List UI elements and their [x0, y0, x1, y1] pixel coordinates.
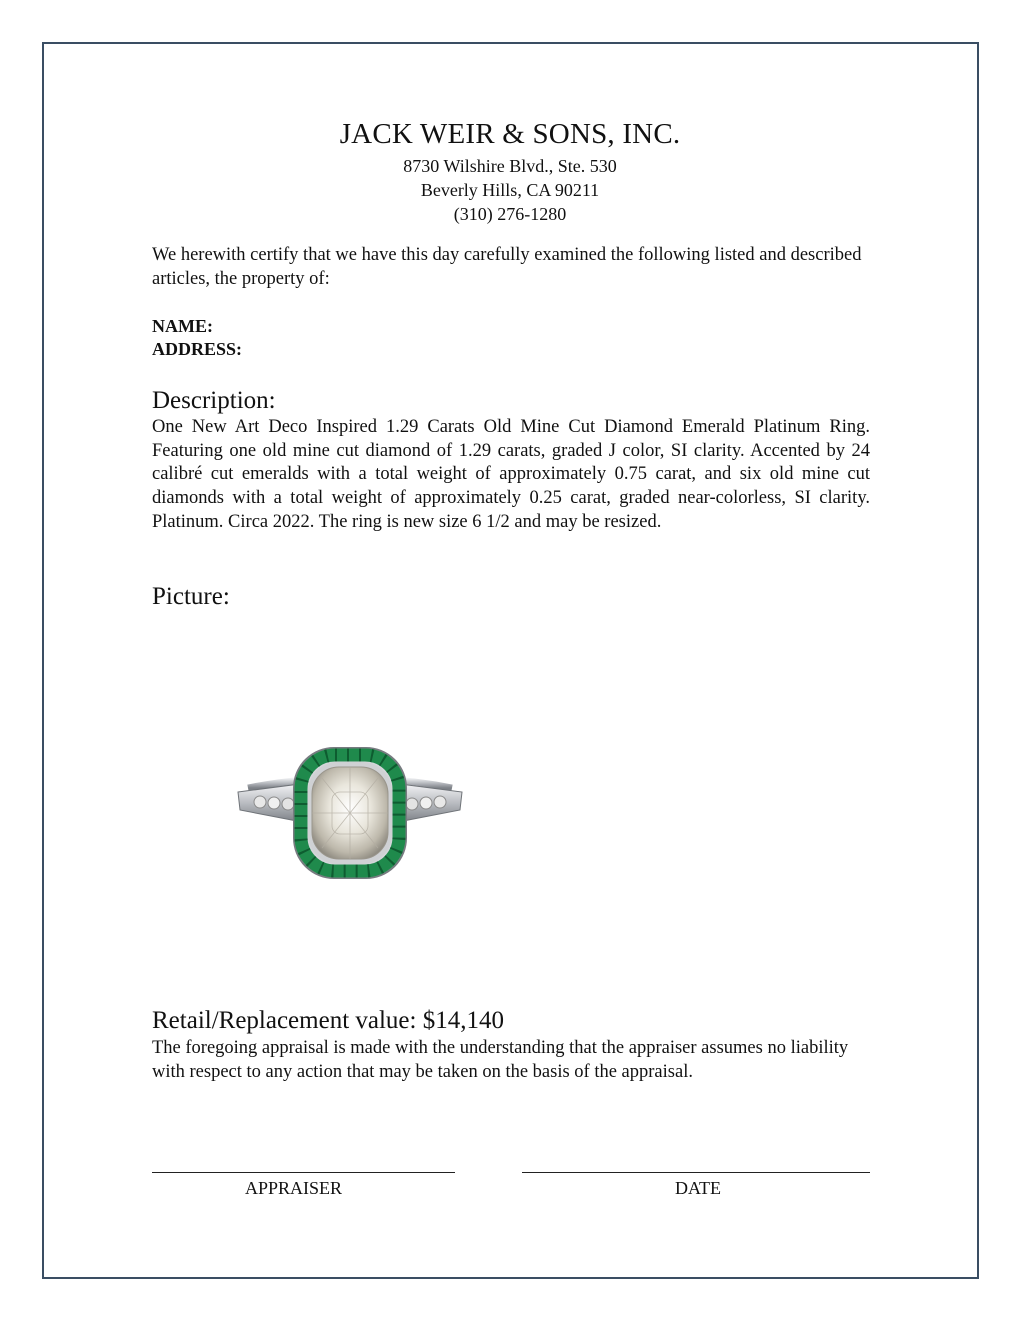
page-border: [42, 42, 979, 1279]
name-label: NAME:: [152, 316, 213, 336]
description-heading: Description:: [152, 387, 276, 414]
address-label: ADDRESS:: [152, 339, 243, 359]
date-label: DATE: [675, 1178, 721, 1198]
certification-intro: We herewith certify that we have this day carefully examined the following listed and described articles, the property of:: [152, 245, 862, 289]
appraiser-signature-line: [152, 1172, 455, 1173]
side-diamonds-left: [254, 796, 294, 810]
picture-heading: Picture:: [152, 583, 230, 610]
retail-value-heading: Retail/Replacement value: $14,140: [152, 1007, 504, 1034]
date-signature-line: [522, 1172, 870, 1173]
company-address-line2: Beverly Hills, CA 90211: [420, 180, 600, 200]
company-address-line1: 8730 Wilshire Blvd., Ste. 530: [403, 156, 617, 176]
ring-photo: [200, 720, 500, 910]
owner-fields: [152, 315, 870, 361]
side-diamonds-right: [406, 796, 446, 810]
liability-disclaimer: The foregoing appraisal is made with the understanding that the appraiser assumes no liability with respect to any action that may be taken on the basis of the appraisal.: [152, 1038, 849, 1082]
company-name: JACK WEIR & SONS, INC.: [339, 118, 681, 150]
company-phone: (310) 276-1280: [453, 204, 567, 224]
description-body: One New Art Deco Inspired 1.29 Carats Old Mine Cut Diamond Emerald Platinum Ring. Featuring one old mine cut diamond of 1.29 carats, graded J color, SI clarity. Accented by 24 calibré cut emeralds with a total weight of approximately 0.75 carat, and six old mine cut diamonds with a total weight of approximately 0.25 carat, graded near-colorless, SI clarity. Platinum. Circa 2022. The ring is new size 6 1/2 and may be resized.: [152, 417, 870, 532]
appraiser-label: APPRAISER: [244, 1178, 343, 1198]
letterhead: [0, 116, 1020, 226]
